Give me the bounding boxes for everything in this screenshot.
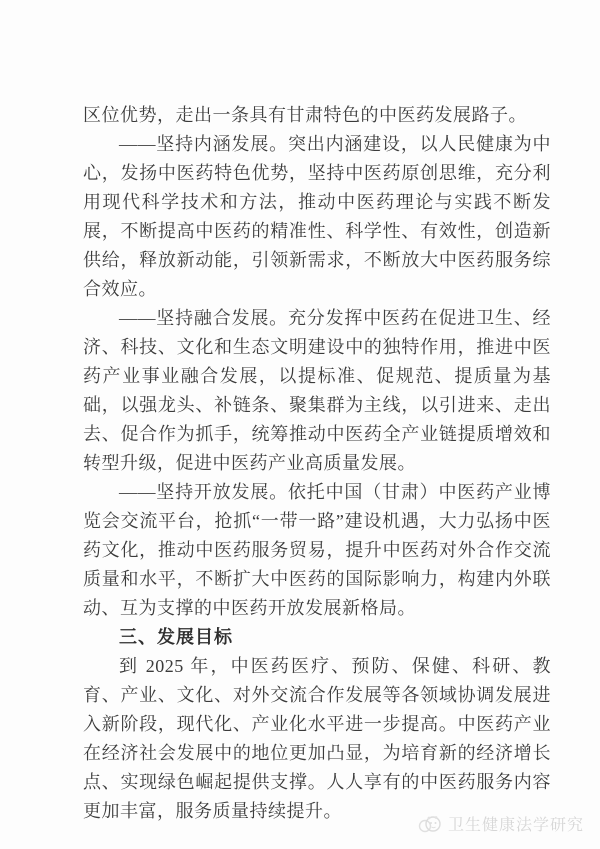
body-paragraph-open-development: ——坚持开放发展。依托中国（甘肃）中医药产业博览会交流平台，抢抓“一带一路”建设机遇，大力弘扬中医药文化，推动中医药服务贸易，提升中医药对外合作交流质量和水平，不断扩大中医药的国际影响力，构建内外联动、互为支撑的中医药开放发展新格局。 [83,482,551,618]
section-heading-development-goals: 三、发展目标 [119,627,233,647]
watermark [416,811,584,835]
panda-logo-icon [416,811,443,835]
body-paragraph: 区位优势，走出一条具有甘肃特色的中医药发展路子。 [83,105,527,125]
body-paragraph-goals-2025: 到 2025 年，中医药医疗、预防、保健、科研、教育、产业、文化、对外交流合作发展等各领域协调发展进入新阶段，现代化、产业化水平进一步提高。中医药产业在经济社会发展中的地位更加凸显，为培育新的经济增长点、实现绿色崛起提供支撑。人人享有的中医药服务内容更加丰富，服务质量持续提升。 [83,656,551,821]
body-paragraph-integrated-development: ——坚持融合发展。充分发挥中医药在促进卫生、经济、科技、文化和生态文明建设中的独特作用，推进中医药产业事业融合发展，以提标准、促规范、提质量为基础，以强龙头、补链条、聚集群为主线，以引进来、走出去、促合作为抓手，统筹推动中医药全产业链提质增效和转型升级，促进中医药产业高质量发展。 [83,308,551,473]
body-paragraph-inner-development: ——坚持内涵发展。突出内涵建设，以人民健康为中心，发扬中医药特色优势，坚持中医药原创思维，充分利用现代科学技术和方法，推动中医药理论与实践不断发展，不断提高中医药的精准性、科学性、有效性，创造新供给，释放新动能，引领新需求，不断放大中医药服务综合效应。 [83,134,551,299]
watermark-label: 卫生健康法学研究 [447,816,584,834]
document-body [83,101,551,826]
